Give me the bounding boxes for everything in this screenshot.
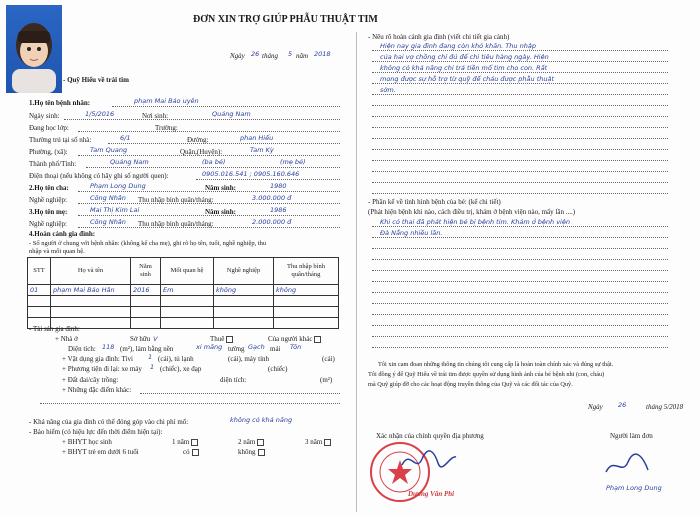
divider bbox=[372, 237, 668, 238]
divider bbox=[372, 259, 668, 260]
divider bbox=[372, 270, 668, 271]
divider bbox=[78, 131, 340, 132]
wall: Gạch bbox=[248, 343, 265, 351]
school-label: Trường: bbox=[155, 124, 178, 132]
reason_lines-line: không có khả năng chi trả tiền mổ tim cho con. Rất bbox=[380, 64, 548, 72]
y3-checkbox[interactable] bbox=[324, 439, 331, 446]
father-yob: 1980 bbox=[270, 182, 287, 190]
table-cell: phạm Mai Bảo Hân bbox=[51, 285, 131, 296]
table-cell bbox=[131, 318, 161, 329]
co bbox=[183, 448, 199, 457]
divider bbox=[372, 347, 668, 348]
table-cell bbox=[51, 296, 131, 307]
mother-income: 2.000.000 đ bbox=[252, 218, 292, 226]
class-label: Đang học lớp: bbox=[29, 124, 69, 132]
tv-count: 1 bbox=[148, 353, 153, 361]
reason_lines-line: của hai vợ chồng chỉ đủ để chi tiêu hàng ngày. Hiện bbox=[380, 53, 549, 61]
hardship-label: - Khả năng của gia đình có thể đóng góp vào chi phí mổ: bbox=[29, 418, 189, 426]
father-income: 3.000.000 đ bbox=[252, 194, 292, 202]
mother-name-label: 3.Họ tên mẹ: bbox=[29, 208, 68, 216]
items-end: (cái) bbox=[322, 355, 335, 363]
table-cell: 01 bbox=[28, 285, 51, 296]
date-year: 2018 bbox=[314, 50, 331, 58]
sign-date-label: Ngày bbox=[588, 403, 603, 411]
table-cell: 2016 bbox=[131, 285, 161, 296]
transport-label: + Phương tiện đi lại: xe máy bbox=[62, 365, 142, 373]
date-month-label: tháng bbox=[262, 52, 278, 60]
land-mid: diện tích: bbox=[220, 376, 247, 384]
sick-sub: (Phát hiện bệnh khi nào, cách điều trị, khám ở bệnh viện nào, mấy lần ....) bbox=[368, 208, 576, 216]
divider bbox=[372, 325, 668, 326]
table-cell: Em bbox=[161, 285, 214, 296]
y2-checkbox[interactable] bbox=[257, 439, 264, 446]
sign-day: 26 bbox=[618, 401, 627, 409]
divider bbox=[40, 403, 340, 404]
rent-label: Thuê bbox=[210, 335, 225, 343]
divider bbox=[78, 203, 340, 204]
commit-2: Tôi đồng ý để Quỹ Hiểu về trái tim được quyền sử dụng hình ảnh của bé bệnh nhi (con, cháu) bbox=[368, 371, 605, 378]
divider bbox=[372, 127, 668, 128]
commit-1: Tôi xin cam đoan những thông tin chúng tôi cung cấp là hoàn toàn chính xác và đúng sự thật. bbox=[378, 361, 614, 368]
father-name-label: 2.Họ tên cha: bbox=[29, 184, 69, 192]
divider bbox=[372, 61, 668, 62]
table-row bbox=[28, 296, 339, 307]
moto-count: 1 bbox=[150, 363, 155, 371]
land-label: + Đất đai/cây trồng: bbox=[62, 376, 119, 384]
divider bbox=[372, 226, 668, 227]
reason_lines-line: sớm. bbox=[380, 86, 396, 94]
divider bbox=[86, 167, 340, 168]
divider bbox=[108, 143, 340, 144]
divider bbox=[78, 191, 340, 192]
divider bbox=[372, 171, 668, 172]
mother-yob: 1986 bbox=[270, 206, 287, 214]
co-label: có bbox=[183, 448, 190, 456]
table-row bbox=[28, 307, 339, 318]
own-mark: V bbox=[153, 335, 158, 343]
co-checkbox[interactable] bbox=[192, 449, 199, 456]
bhyt-child-label: + BHYT trẻ em dưới 6 tuổi bbox=[62, 448, 139, 456]
divider bbox=[372, 149, 668, 150]
own-option bbox=[130, 335, 158, 344]
table-header-row bbox=[28, 258, 339, 285]
father-job: Công Nhân bbox=[90, 194, 126, 202]
bhyt-student-label: + BHYT học sinh bbox=[62, 438, 112, 446]
divider bbox=[372, 248, 668, 249]
divider bbox=[372, 138, 668, 139]
table-cell bbox=[214, 296, 274, 307]
divider bbox=[372, 105, 668, 106]
special-label: + Những đặc điểm khác: bbox=[62, 386, 132, 394]
mother-hint: (mẹ bé) bbox=[280, 158, 306, 166]
divider bbox=[372, 336, 668, 337]
table-cell bbox=[161, 307, 214, 318]
hardship: không có khả năng bbox=[230, 416, 293, 424]
family-table-body bbox=[28, 285, 339, 329]
district: Tam Kỳ bbox=[250, 146, 274, 154]
divider bbox=[372, 94, 668, 95]
divider bbox=[372, 83, 668, 84]
area: 118 bbox=[102, 343, 115, 351]
official-name: Dương Văn Phi bbox=[408, 490, 455, 498]
table-cell bbox=[161, 296, 214, 307]
col-job: Nghề nghiệp bbox=[214, 258, 274, 285]
local-confirm-label: Xác nhận của chính quyền địa phương bbox=[376, 432, 484, 440]
divider bbox=[372, 193, 668, 194]
dob: 1/5/2016 bbox=[85, 110, 115, 118]
address-label: Thường trú tại số nhà: bbox=[29, 136, 92, 144]
table-cell bbox=[28, 296, 51, 307]
street-label: Đường: bbox=[187, 136, 209, 144]
reason-label: - Nêu rõ hoàn cảnh gia đình (viết chi tiết gia cảnh) bbox=[368, 33, 510, 41]
divider bbox=[372, 116, 668, 117]
transport-end: (chiếc) bbox=[268, 365, 288, 373]
assets-title: - Tài sản gia đình: bbox=[29, 325, 80, 333]
date-month: 5 bbox=[288, 50, 293, 58]
y3 bbox=[305, 438, 331, 447]
applicant-name: Phạm Long Dung bbox=[606, 484, 662, 492]
ward: Tam Quang bbox=[90, 146, 128, 154]
house-label: + Nhà ở bbox=[55, 335, 78, 343]
pob-label: Nơi sinh: bbox=[142, 112, 169, 120]
table-cell bbox=[131, 296, 161, 307]
sick-label: - Phần kể về tình hình bệnh của bé: (kể chi tiết) bbox=[368, 198, 501, 206]
ward-label: Phường, (xã): bbox=[29, 148, 68, 156]
area-label: Diện tích: bbox=[68, 345, 96, 353]
y2-label: 2 năm bbox=[238, 438, 256, 446]
col-stt: STT bbox=[28, 258, 51, 285]
rent-checkbox[interactable] bbox=[226, 336, 233, 343]
table-cell bbox=[274, 296, 339, 307]
father-name: Phạm Long Dung bbox=[90, 182, 146, 190]
father-income-label: Thu nhập bình quân/tháng: bbox=[138, 196, 214, 204]
insurance-label: - Bảo hiểm (có hiệu lực đến thời điểm hiện tại): bbox=[29, 428, 163, 436]
dob-label: Ngày sinh: bbox=[29, 112, 60, 120]
patient-name-label: 1.Họ tên bệnh nhân: bbox=[29, 99, 91, 107]
date-year-label: năm bbox=[296, 52, 309, 60]
table-cell bbox=[161, 318, 214, 329]
pob: Quảng Nam bbox=[212, 110, 251, 118]
table-cell: không bbox=[274, 285, 339, 296]
applicant-label: Người làm đơn bbox=[610, 432, 653, 440]
own-label: Sở hữu bbox=[130, 335, 151, 343]
sign-month: tháng 5/2018 bbox=[646, 403, 684, 411]
other-checkbox[interactable] bbox=[314, 336, 321, 343]
divider bbox=[372, 314, 668, 315]
commit-3: mà Quỹ giúp đỡ cho các hoạt động truyền thông của Quỹ và các đối tác của Quỹ. bbox=[368, 381, 573, 388]
phone-label: Điện thoại (nếu không có hãy ghi số người quen): bbox=[29, 172, 169, 180]
form-title: ĐƠN XIN TRỢ GIÚP PHẪU THUẬT TIM bbox=[193, 14, 378, 25]
column-divider bbox=[356, 32, 357, 512]
patient-name: phạm Mai Bảo uyên bbox=[134, 97, 199, 105]
reason_lines-line: Hiện nay gia đình đang còn khó khăn. Thu nhập bbox=[380, 42, 536, 50]
father-hint: (ba bé) bbox=[202, 158, 226, 166]
cohabit-text: - Số người ở chung với bệnh nhân: (không kể cha mẹ), ghi rõ họ tên, tuổi, nghề nghiệp, thu bbox=[29, 240, 267, 247]
street: phan Hiếu bbox=[240, 134, 274, 142]
col-income: Thu nhập bình quân/tháng bbox=[274, 258, 339, 285]
divider bbox=[196, 179, 340, 180]
table-cell bbox=[274, 307, 339, 318]
area-unit: (m²), làm bằng nền bbox=[120, 345, 174, 353]
roof-label: mái bbox=[270, 345, 281, 353]
sick_lines-line: Khi có thai đã phát hiện bé bị bệnh tim. Khám ở bệnh viện bbox=[380, 218, 570, 226]
reason_lines-line: mong được sự hỗ trợ từ quỹ để cháu được phẫu thuật bbox=[380, 75, 555, 83]
mother-job: Công Nhân bbox=[90, 218, 126, 226]
addressee: - Quỹ Hiểu về trái tim bbox=[63, 76, 129, 84]
city-label: Thành phố/Tỉnh: bbox=[29, 160, 77, 168]
mother-yob-label: Năm sinh: bbox=[205, 208, 236, 216]
divider bbox=[78, 227, 340, 228]
divider bbox=[64, 119, 340, 120]
date-prefix: Ngày bbox=[230, 52, 245, 60]
khong-label: không bbox=[238, 448, 256, 456]
transport-rest: (chiếc), xe đạp bbox=[160, 365, 202, 373]
y2 bbox=[238, 438, 264, 447]
divider bbox=[140, 393, 340, 394]
divider bbox=[78, 155, 340, 156]
official-signature bbox=[398, 445, 458, 475]
city: Quảng Nam bbox=[110, 158, 149, 166]
family-members-table bbox=[27, 257, 339, 329]
divider bbox=[78, 215, 340, 216]
cohabit-text-2: nhập và mối quan hệ. bbox=[29, 248, 85, 255]
items-label: + Vật dụng gia đình: Tivi bbox=[62, 355, 133, 363]
y1 bbox=[172, 438, 198, 447]
table-cell bbox=[51, 307, 131, 318]
child-portrait-image bbox=[6, 5, 62, 93]
table-cell: không bbox=[214, 285, 274, 296]
roof: Tôn bbox=[290, 343, 302, 351]
mother-name: Mai Thị Kim Lai bbox=[90, 206, 140, 214]
divider bbox=[372, 292, 668, 293]
mother-income-label: Thu nhập bình quân/tháng: bbox=[138, 220, 214, 228]
khong bbox=[238, 448, 265, 457]
district-label: Quận,(Huyện): bbox=[180, 148, 223, 156]
family-section-title: 4.Hoàn cảnh gia đình: bbox=[29, 230, 96, 238]
patient-photo bbox=[6, 5, 62, 93]
addressee-text: Quỹ Hiểu về trái tim bbox=[67, 76, 129, 84]
items-rest-2: (cái), máy tính bbox=[228, 355, 270, 363]
wall-label: tường bbox=[228, 345, 245, 353]
divider bbox=[372, 72, 668, 73]
table-cell bbox=[131, 307, 161, 318]
table-row bbox=[28, 285, 339, 296]
y1-label: 1 năm bbox=[172, 438, 190, 446]
house-no: 6/1 bbox=[120, 134, 131, 142]
other-label: Của người khác bbox=[268, 335, 313, 343]
y1-checkbox[interactable] bbox=[191, 439, 198, 446]
divider bbox=[112, 106, 340, 107]
divider bbox=[372, 50, 668, 51]
col-name: Họ và tên bbox=[51, 258, 131, 285]
applicant-signature bbox=[600, 450, 660, 480]
khong-checkbox[interactable] bbox=[258, 449, 265, 456]
y3-label: 3 năm bbox=[305, 438, 323, 446]
divider bbox=[372, 160, 668, 161]
divider bbox=[372, 281, 668, 282]
items-rest: (cái), tủ lạnh bbox=[158, 355, 194, 363]
floor: xi măng bbox=[196, 343, 223, 351]
mother-job-label: Nghề nghiệp: bbox=[29, 220, 67, 228]
land-end: (m²) bbox=[320, 376, 333, 384]
date-day: 26 bbox=[251, 50, 260, 58]
table-cell bbox=[214, 318, 274, 329]
father-yob-label: Năm sinh: bbox=[205, 184, 236, 192]
father-job-label: Nghề nghiệp: bbox=[29, 196, 67, 204]
phone: 0905.016.541 ; 0905.160.646 bbox=[202, 170, 300, 178]
table-cell bbox=[28, 307, 51, 318]
table-cell bbox=[214, 307, 274, 318]
sick_lines-line: Đà Nẵng nhiều lần. bbox=[380, 229, 443, 237]
divider bbox=[372, 303, 668, 304]
col-relation: Mối quan hệ bbox=[161, 258, 214, 285]
col-yob: Năm sinh bbox=[131, 258, 161, 285]
table-cell bbox=[274, 318, 339, 329]
divider bbox=[372, 182, 668, 183]
